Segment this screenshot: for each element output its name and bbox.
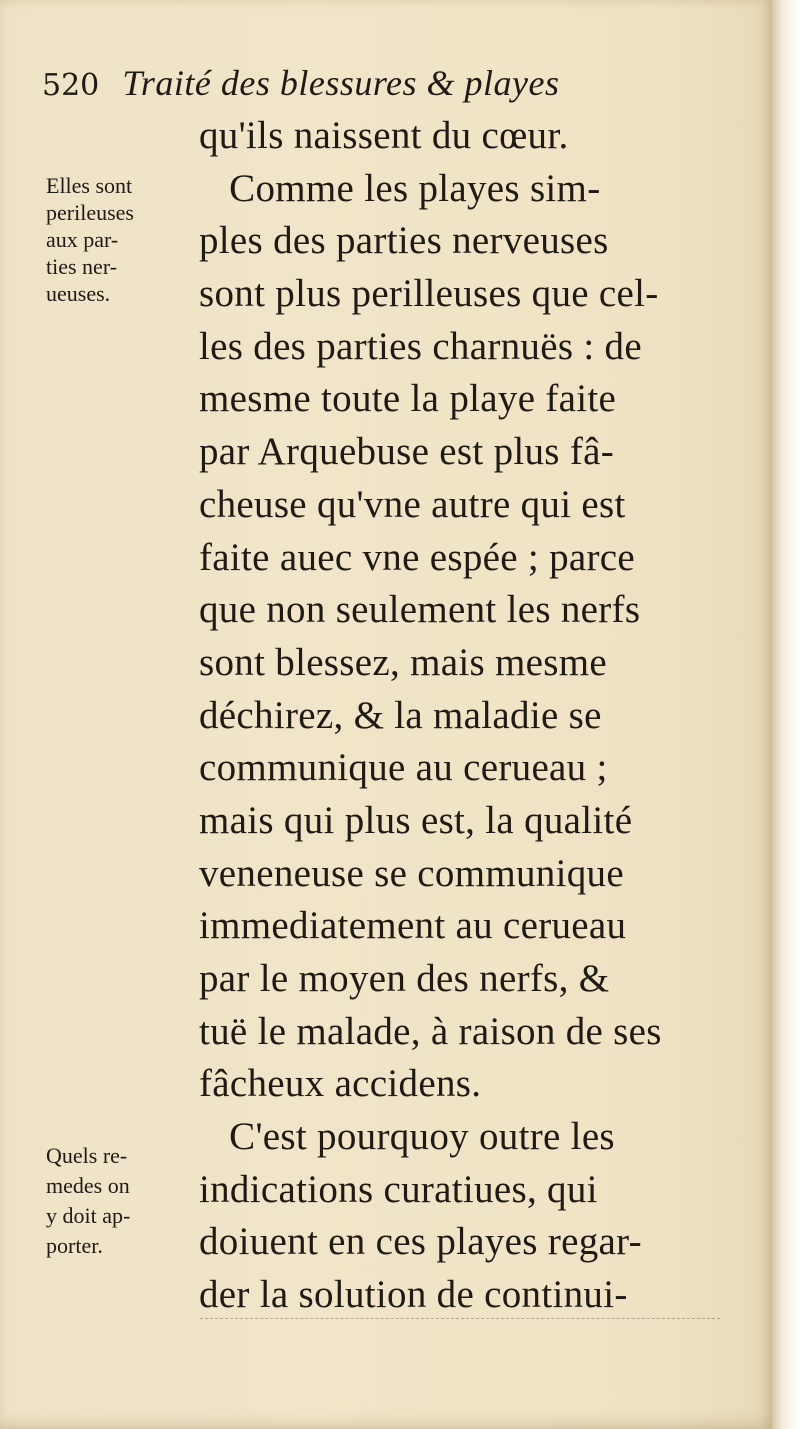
text-line: ples des parties nerveuses xyxy=(199,219,609,263)
margin-note-line: Quels re- xyxy=(46,1143,128,1168)
text-line: C'est pourquoy outre les xyxy=(199,1115,615,1159)
margin-note-line: ueuses. xyxy=(46,281,111,306)
text-line: les des parties charnuës : de xyxy=(199,324,642,368)
text-line: tuë le malade, à raison de ses xyxy=(199,1009,662,1053)
margin-note-line: Elles sont xyxy=(46,173,133,198)
text-line: déchirez, & la maladie se xyxy=(199,693,602,737)
page-number: 520 xyxy=(42,68,100,103)
margin-note-line: ties ner- xyxy=(46,254,118,279)
text-line: indications curatiues, qui xyxy=(199,1167,598,1211)
margin-note-remedies xyxy=(46,1141,196,1261)
bottom-rule xyxy=(200,1318,720,1319)
text-line: faite auec vne espée ; parce xyxy=(199,535,636,579)
text-line: communique au cerueau ; xyxy=(199,746,608,790)
text-line: doiuent en ces playes regar- xyxy=(199,1220,642,1264)
text-line: sont plus perilleuses que cel- xyxy=(199,272,659,316)
margin-note-line: porter. xyxy=(46,1233,103,1258)
margin-note-line: aux par- xyxy=(46,227,119,252)
body-text xyxy=(199,110,744,1322)
margin-note-perilous xyxy=(46,172,196,307)
text-line: qu'ils naissent du cœur. xyxy=(199,114,569,157)
text-line: veneneuse se communique xyxy=(199,851,624,895)
margin-note-line: medes on xyxy=(46,1173,130,1198)
margin-note-line: perileuses xyxy=(46,200,134,225)
margin-note-line: y doit ap- xyxy=(46,1203,131,1228)
text-line: cheuse qu'vne autre qui est xyxy=(199,482,626,526)
text-line: Comme les playes sim- xyxy=(199,166,601,210)
running-head xyxy=(42,62,682,112)
text-line: mais qui plus est, la qualité xyxy=(199,798,633,842)
text-line: immediatement au cerueau xyxy=(199,904,627,948)
text-line: fâcheux accidens. xyxy=(199,1062,482,1106)
text-line: sont blessez, mais mesme xyxy=(199,640,607,684)
text-line: mesme toute la playe faite xyxy=(199,377,617,421)
text-line: der la solution de continui- xyxy=(199,1273,628,1317)
running-head-title: Traité des blessures & playes xyxy=(122,63,560,103)
text-line: par le moyen des nerfs, & xyxy=(199,957,610,1000)
text-line: que non seulement les nerfs xyxy=(199,588,641,632)
text-line: par Arquebuse est plus fâ- xyxy=(199,430,615,474)
page-edge xyxy=(772,0,800,1429)
